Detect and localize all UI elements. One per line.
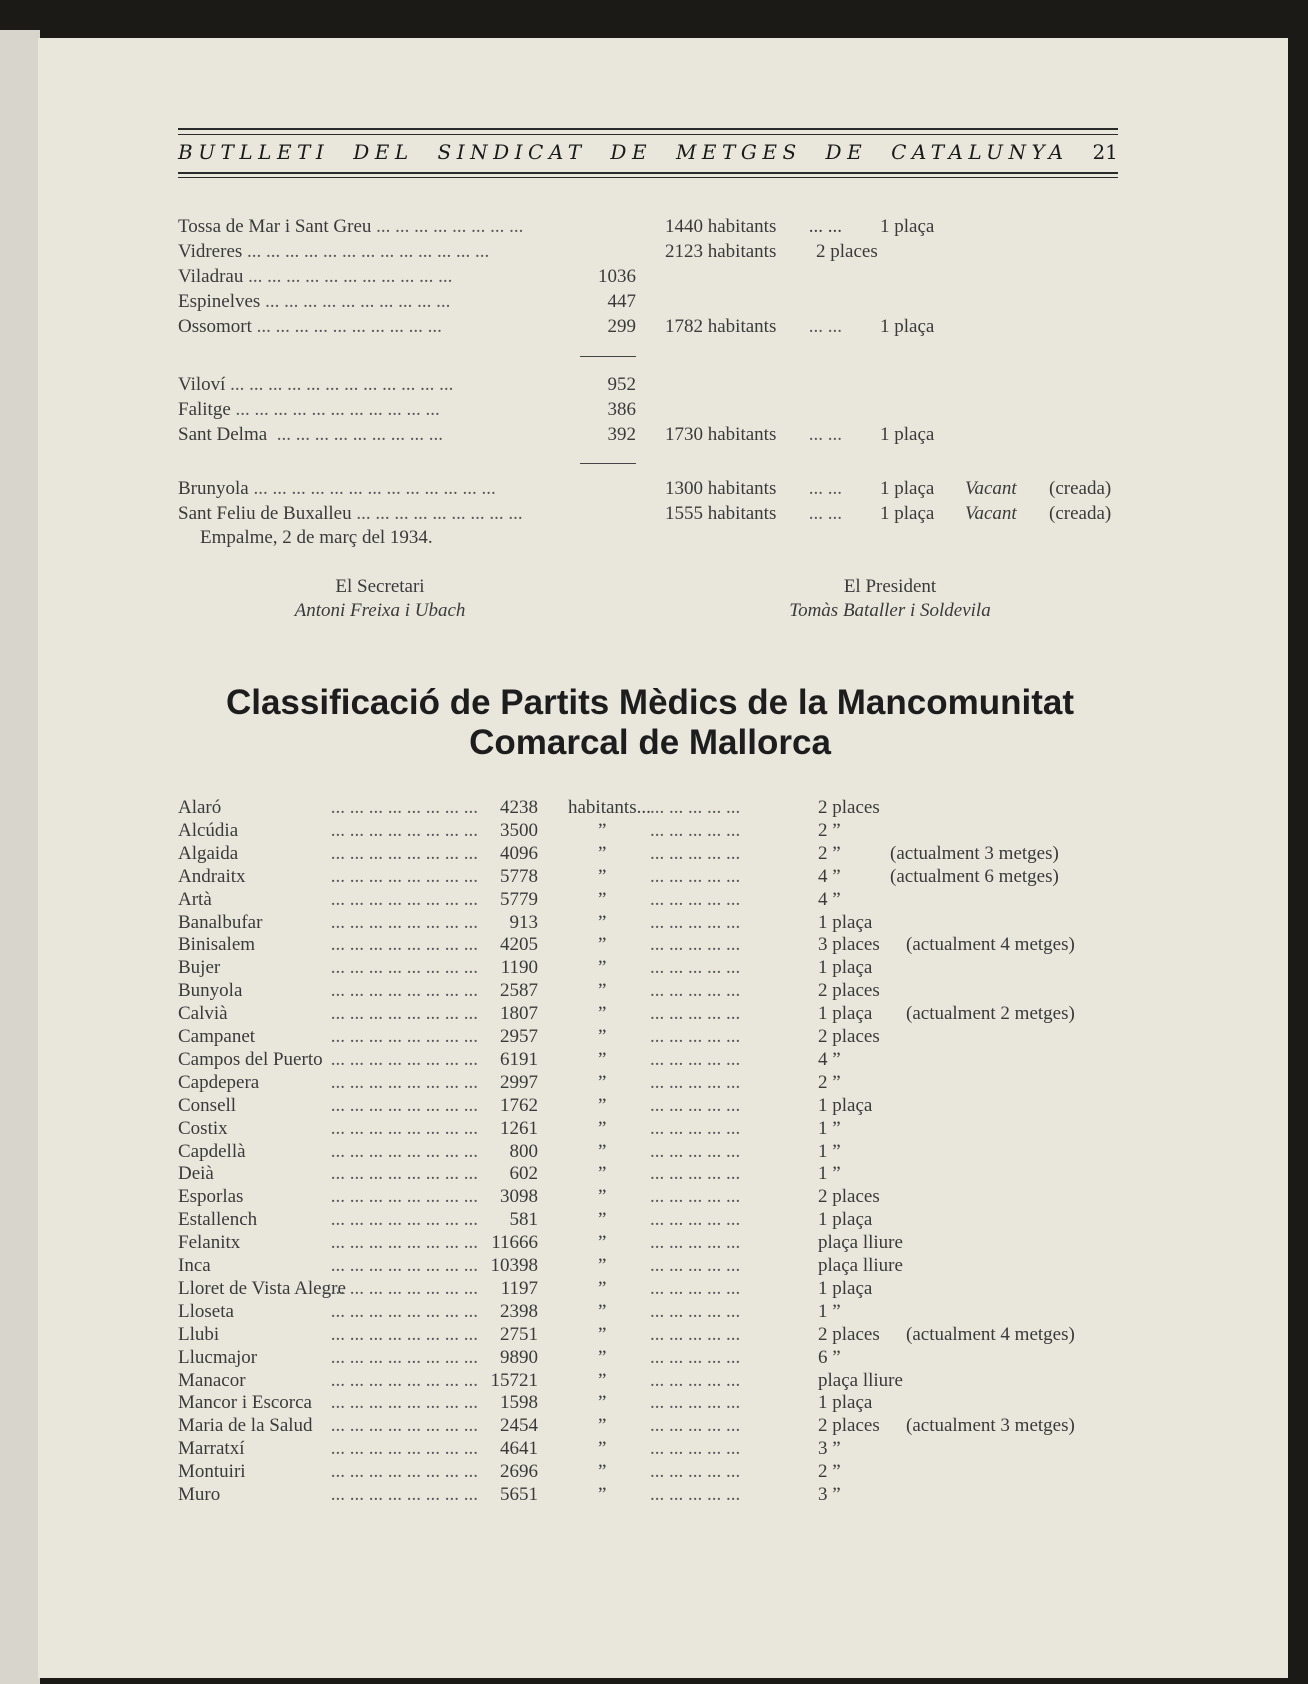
header-word: METGES bbox=[675, 140, 802, 164]
ditto-mark: ” bbox=[598, 980, 607, 1002]
places-value: 2 ” bbox=[818, 1071, 841, 1093]
dot-leader: ... ... ... ... ... ... ... ... bbox=[326, 1300, 478, 1322]
dot-leader: ... ... ... ... ... ... ... ... bbox=[326, 1438, 478, 1460]
population-label: 1730 habitants bbox=[665, 424, 777, 445]
places-value: 2 ” bbox=[818, 842, 841, 864]
dot-leader: ... ... ... ... ... bbox=[650, 1048, 741, 1070]
dot-leader: ... ... ... ... ... bbox=[650, 1415, 741, 1437]
dot-leader: ... ... ... ... ... ... ... ... bbox=[326, 1163, 478, 1185]
places-value: plaça lliure bbox=[818, 1255, 903, 1276]
dot-leader: ... ... ... ... ... bbox=[650, 1209, 741, 1231]
ditto-mark: ” bbox=[598, 1026, 607, 1047]
places-value: 1 ” bbox=[818, 1163, 841, 1185]
dot-leader: ... ... ... ... ... bbox=[650, 1094, 741, 1116]
dot-leader: ... ... ... ... ... bbox=[650, 1300, 741, 1322]
municipality-name: Falitge bbox=[178, 399, 231, 420]
adjacent-page-edge bbox=[0, 30, 40, 1684]
population-value: 1190 bbox=[500, 957, 538, 979]
places-value: 1 plaça bbox=[818, 1392, 873, 1414]
note-label: (creada) bbox=[1049, 503, 1112, 524]
population-value: 2751 bbox=[500, 1323, 538, 1345]
municipality-name: Muro bbox=[178, 1484, 221, 1505]
dot-leader: ... ... ... ... ... bbox=[650, 980, 741, 1002]
municipality-name: Maria de la Salud bbox=[178, 1415, 313, 1437]
place-count: 1 plaça bbox=[880, 424, 935, 445]
municipality-name: Estallench bbox=[178, 1209, 258, 1231]
table-row bbox=[178, 1461, 1138, 1484]
places-value: 1 plaça bbox=[818, 957, 873, 979]
population-value: 6191 bbox=[500, 1048, 538, 1070]
places-value: 2 places bbox=[818, 797, 880, 818]
table-row bbox=[178, 1255, 1138, 1278]
header-rule-top bbox=[178, 128, 1118, 130]
places-value: 2 places bbox=[818, 1026, 880, 1047]
population-value: 3500 bbox=[500, 819, 538, 841]
places-value: 1 plaça bbox=[818, 1094, 873, 1116]
dot-leader: ... ... ... ... ... ... ... ... bbox=[326, 819, 478, 841]
places-value: 2 places bbox=[818, 980, 880, 1002]
population-value: 299 bbox=[607, 316, 636, 337]
place-count: 2 places bbox=[816, 241, 878, 262]
municipality-name: Campanet bbox=[178, 1026, 256, 1047]
dot-leader: ... ... ... ... ... ... ... ... bbox=[326, 1369, 478, 1391]
municipality-name: Algaida bbox=[178, 842, 239, 864]
dot-leader: ... ... ... ... ... ... ... ... bbox=[326, 1277, 478, 1299]
dot-leader: ... ... ... ... ... ... ... ... bbox=[326, 1209, 478, 1231]
dot-leader: ... ... ... ... ... bbox=[650, 1003, 741, 1025]
table-row bbox=[178, 934, 1138, 957]
header-word: DE bbox=[825, 140, 868, 164]
sum-separator bbox=[580, 463, 636, 464]
population-value: 4238 bbox=[500, 797, 538, 818]
dot-leader: ... ... ... ... ... bbox=[650, 1163, 741, 1185]
population-value: 10398 bbox=[490, 1255, 538, 1276]
ditto-mark: ” bbox=[598, 1392, 607, 1414]
population-value: 5651 bbox=[500, 1484, 538, 1505]
dot-leader: ... ... ... ... ... bbox=[650, 957, 741, 979]
list-item: Viloví ... ... ... ... ... ... ... ... ... ... ... ... bbox=[178, 374, 454, 395]
dot-leader: ... ... ... ... ... ... ... ... bbox=[326, 1323, 478, 1345]
municipality-name: Capdepera bbox=[178, 1071, 260, 1093]
list-item: Tossa de Mar i Sant Greu ... ... ... ... ... ... ... ... bbox=[178, 216, 524, 237]
municipality-name: Campos del Puerto bbox=[178, 1048, 323, 1070]
places-value: 1 plaça bbox=[818, 1277, 873, 1299]
dot-leader: ... ... ... ... ... ... ... ... bbox=[326, 1003, 478, 1025]
population-label: 2123 habitants bbox=[665, 241, 777, 262]
dot-leader: ... ... ... ... ... ... ... ... bbox=[326, 1255, 478, 1276]
places-value: 2 places bbox=[818, 1186, 880, 1208]
municipality-name: Costix bbox=[178, 1117, 228, 1139]
table-row bbox=[178, 820, 1138, 843]
municipality-name: Tossa de Mar i Sant Greu bbox=[178, 216, 372, 237]
municipality-name: Capdellà bbox=[178, 1140, 246, 1162]
ditto-mark: ” bbox=[598, 934, 607, 956]
dot-leader: ... ... ... ... ... ... ... ... bbox=[326, 865, 478, 887]
municipality-name: Marratxí bbox=[178, 1438, 245, 1460]
municipality-name: Viladrau bbox=[178, 266, 244, 287]
places-value: 4 ” bbox=[818, 865, 841, 887]
population-value: 4641 bbox=[500, 1438, 538, 1460]
population-value: 2957 bbox=[500, 1026, 538, 1047]
table-row bbox=[178, 1163, 1138, 1186]
places-value: 2 ” bbox=[818, 1461, 841, 1483]
municipality-name: Viloví bbox=[178, 374, 226, 395]
list-item: Viladrau ... ... ... ... ... ... ... ... ... ... ... bbox=[178, 266, 453, 287]
municipality-name: Calvià bbox=[178, 1003, 228, 1025]
list-item: Vidreres ... ... ... ... ... ... ... ... ... ... ... ... ... bbox=[178, 241, 490, 262]
header-word: CATALUNYA bbox=[891, 140, 1069, 164]
municipality-name: Lloret de Vista Alegre bbox=[178, 1277, 346, 1299]
section-title: Classificació de Partits Mèdics de la Mancomunitat bbox=[225, 683, 1075, 722]
places-value: 1 ” bbox=[818, 1117, 841, 1139]
population-value: 581 bbox=[509, 1209, 538, 1231]
municipality-name: Deià bbox=[178, 1163, 214, 1185]
dot-leader: ... ... ... ... ... bbox=[650, 1277, 741, 1299]
list-item: Ossomort ... ... ... ... ... ... ... ... ... ... bbox=[178, 316, 442, 337]
table-row bbox=[178, 889, 1138, 912]
dot-leader: ... ... ... ... ... bbox=[650, 1140, 741, 1162]
municipality-name: Espinelves bbox=[178, 291, 261, 312]
municipality-name: Andraitx bbox=[178, 865, 246, 887]
table-row bbox=[178, 1141, 1138, 1164]
population-value: 386 bbox=[607, 399, 636, 420]
population-label: 1555 habitants bbox=[665, 503, 777, 524]
population-value: 11666 bbox=[491, 1232, 538, 1254]
municipality-name: Felanitx bbox=[178, 1232, 241, 1254]
ditto-mark: ” bbox=[598, 1369, 607, 1391]
dot-leader: ... ... ... ... ... bbox=[650, 842, 741, 864]
ditto-mark: ” bbox=[598, 1438, 607, 1460]
date-line: Empalme, 2 de març del 1934. bbox=[200, 527, 433, 548]
population-value: 1807 bbox=[500, 1003, 538, 1025]
population-value: 1036 bbox=[598, 266, 636, 287]
table-row bbox=[178, 866, 1138, 889]
population-value: 800 bbox=[509, 1140, 538, 1162]
dot-leader: ... ... ... ... ... bbox=[650, 1461, 741, 1483]
ditto-mark: ” bbox=[598, 1232, 607, 1254]
dot-leader: ... ... ... ... ... ... ... ... bbox=[326, 957, 478, 979]
table-row bbox=[178, 1438, 1138, 1461]
places-value: 1 plaça bbox=[818, 1209, 873, 1231]
ditto-mark: ” bbox=[598, 1117, 607, 1139]
dot-leader: ... ... ... ... ... bbox=[650, 1026, 741, 1047]
places-value: 1 plaça bbox=[818, 1003, 873, 1025]
ditto-mark: ” bbox=[598, 1255, 607, 1276]
president-name: Tomàs Bataller i Soldevila bbox=[789, 600, 991, 621]
dot-leader: ... ... ... ... ... ... ... ... bbox=[326, 1186, 478, 1208]
status-label: Vacant bbox=[965, 503, 1017, 524]
municipality-name: Alcúdia bbox=[178, 819, 239, 841]
municipality-name: Artà bbox=[178, 888, 212, 910]
population-value: 5779 bbox=[500, 888, 538, 910]
dot-leader: ... ... ... ... ... bbox=[650, 865, 741, 887]
ditto-mark: ” bbox=[598, 1461, 607, 1483]
places-value: 3 places bbox=[818, 934, 880, 956]
ditto-mark: ” bbox=[598, 1346, 607, 1368]
population-value: 2997 bbox=[500, 1071, 538, 1093]
dot-leader: ... ... ... ... ... ... ... ... bbox=[326, 1415, 478, 1437]
page-number: 21 bbox=[1092, 140, 1118, 164]
population-value: 2454 bbox=[500, 1415, 538, 1437]
secretary-name bbox=[240, 600, 520, 622]
ditto-mark: ” bbox=[598, 1415, 607, 1437]
municipality-name: Esporlas bbox=[178, 1186, 244, 1208]
population-value: 1762 bbox=[500, 1094, 538, 1116]
place-count: 1 plaça bbox=[880, 316, 935, 337]
place-count: 1 plaça bbox=[880, 478, 935, 499]
places-value: plaça lliure bbox=[818, 1369, 903, 1391]
dot-leader: ... ... bbox=[804, 503, 842, 524]
dot-leader: ... ... ... ... ... ... ... ... bbox=[326, 980, 478, 1002]
places-value: 1 plaça bbox=[818, 911, 873, 933]
dot-leader: ... ... ... ... ... ... ... ... bbox=[326, 1094, 478, 1116]
population-value: 4096 bbox=[500, 842, 538, 864]
table-row bbox=[178, 1095, 1138, 1118]
list-item: Falitge ... ... ... ... ... ... ... ... ... ... ... bbox=[178, 399, 440, 420]
dot-leader: ... ... ... ... ... bbox=[650, 1438, 741, 1460]
dot-leader: ... ... bbox=[804, 316, 842, 337]
table-row bbox=[178, 1278, 1138, 1301]
president-title: El President bbox=[843, 576, 937, 597]
population-value: 2587 bbox=[500, 980, 538, 1002]
ditto-mark: ” bbox=[598, 1277, 607, 1299]
municipality-name: Llubi bbox=[178, 1323, 220, 1345]
ditto-mark: ” bbox=[598, 865, 607, 887]
dot-leader: ... ... ... ... ... ... ... ... bbox=[326, 1461, 478, 1483]
municipality-name: Alaró bbox=[178, 797, 222, 818]
note-value: (actualment 2 metges) bbox=[906, 1003, 1075, 1025]
dot-leader: ... ... ... ... ... ... ... ... bbox=[326, 1232, 478, 1254]
dot-leader: ... ... ... ... ... bbox=[650, 1186, 741, 1208]
table-row bbox=[178, 1049, 1138, 1072]
municipality-name: Bujer bbox=[178, 957, 221, 979]
ditto-mark: ” bbox=[598, 1163, 607, 1185]
ditto-mark: ” bbox=[598, 1048, 607, 1070]
dot-leader: ... ... ... ... ... ... ... ... bbox=[326, 797, 478, 818]
list-item: Sant Feliu de Buxalleu ... ... ... ... ... ... ... ... ... bbox=[178, 503, 523, 524]
note-label: (creada) bbox=[1049, 478, 1112, 499]
ditto-mark: ” bbox=[598, 1094, 607, 1116]
municipality-name: Manacor bbox=[178, 1369, 246, 1391]
municipality-name: Montuiri bbox=[178, 1461, 246, 1483]
dot-leader: ... ... ... ... ... bbox=[650, 911, 741, 933]
dot-leader: ... ... ... ... ... bbox=[650, 797, 741, 818]
dot-leader: ... ... ... ... ... ... ... ... bbox=[326, 888, 478, 910]
status-label: Vacant bbox=[965, 478, 1017, 499]
places-value: 4 ” bbox=[818, 888, 841, 910]
municipality-name: Binisalem bbox=[178, 934, 256, 956]
population-value: 952 bbox=[607, 374, 636, 395]
ditto-mark: ” bbox=[598, 1484, 607, 1505]
list-item: Sant Delma ... ... ... ... ... ... ... ... ... bbox=[178, 424, 443, 445]
population-label: 1300 habitants bbox=[665, 478, 777, 499]
population-label: 1782 habitants bbox=[665, 316, 777, 337]
dot-leader: ... ... ... ... ... bbox=[650, 1071, 741, 1093]
ditto-mark: ” bbox=[598, 819, 607, 841]
places-value: 1 ” bbox=[818, 1300, 841, 1322]
sum-separator bbox=[580, 356, 636, 357]
header-rule-top-thin bbox=[178, 134, 1118, 135]
dot-leader: ... ... ... ... ... bbox=[650, 934, 741, 956]
dot-leader: ... ... ... ... ... bbox=[650, 819, 741, 841]
dot-leader: ... ... ... ... ... ... ... ... bbox=[326, 842, 478, 864]
municipality-name: Ossomort bbox=[178, 316, 252, 337]
places-value: 4 ” bbox=[818, 1048, 841, 1070]
place-count: 1 plaça bbox=[880, 503, 935, 524]
places-value: 3 ” bbox=[818, 1484, 841, 1505]
ditto-mark: ” bbox=[598, 1003, 607, 1025]
table-row bbox=[178, 1209, 1138, 1232]
dot-leader: ... ... bbox=[804, 216, 842, 237]
dot-leader: ... ... ... ... ... ... ... ... bbox=[326, 1026, 478, 1047]
places-value: 2 ” bbox=[818, 819, 841, 841]
table-row bbox=[178, 1072, 1138, 1095]
ditto-mark: ” bbox=[598, 1209, 607, 1231]
note-value: (actualment 3 metges) bbox=[906, 1415, 1075, 1437]
place-count: 1 plaça bbox=[880, 216, 935, 237]
ditto-mark: ” bbox=[598, 1140, 607, 1162]
municipality-name: Inca bbox=[178, 1255, 211, 1276]
municipality-name: Brunyola bbox=[178, 478, 249, 499]
places-value: 6 ” bbox=[818, 1346, 841, 1368]
municipality-name: Llucmajor bbox=[178, 1346, 258, 1368]
population-value: 602 bbox=[509, 1163, 538, 1185]
places-value: 2 places bbox=[818, 1415, 880, 1437]
dot-leader: ... ... ... ... ... bbox=[650, 1369, 741, 1391]
note-value: (actualment 4 metges) bbox=[906, 934, 1075, 956]
municipality-name: Sant Delma bbox=[178, 424, 268, 445]
ditto-mark: ” bbox=[598, 1300, 607, 1322]
population-value: 1197 bbox=[500, 1277, 538, 1299]
dot-leader: ... ... ... ... ... bbox=[650, 1255, 741, 1276]
secretary-title: El Secretari bbox=[335, 576, 425, 597]
places-value: 2 places bbox=[818, 1323, 880, 1345]
dot-leader: ... ... ... ... ... ... ... ... bbox=[326, 1484, 478, 1505]
table-row bbox=[178, 957, 1138, 980]
places-value: 1 ” bbox=[818, 1140, 841, 1162]
dot-leader: ... ... ... ... ... ... ... ... bbox=[326, 1140, 478, 1162]
population-value: 447 bbox=[607, 291, 636, 312]
table-row bbox=[178, 1347, 1138, 1370]
dot-leader: ... ... ... ... ... bbox=[650, 1323, 741, 1345]
table-row bbox=[178, 980, 1138, 1003]
population-value: 4205 bbox=[500, 934, 538, 956]
header-word: BUTLLETI bbox=[178, 140, 330, 164]
table-row bbox=[178, 1370, 1138, 1393]
table-row bbox=[178, 1415, 1138, 1438]
secretary-name-text: Antoni Freixa i Ubach bbox=[294, 600, 466, 621]
dot-leader: ... ... ... ... ... ... ... ... bbox=[326, 1346, 478, 1368]
population-value: 9890 bbox=[500, 1346, 538, 1368]
population-value: 2696 bbox=[500, 1461, 538, 1483]
ditto-mark: ” bbox=[598, 842, 607, 864]
dot-leader: ... ... ... ... ... bbox=[650, 1232, 741, 1254]
note-value: (actualment 4 metges) bbox=[906, 1323, 1075, 1345]
dot-leader: ... ... ... ... ... bbox=[650, 1392, 741, 1414]
table-row bbox=[178, 797, 1138, 820]
ditto-mark: ” bbox=[598, 888, 607, 910]
ditto-mark: ” bbox=[598, 957, 607, 979]
dot-leader: ... ... ... ... ... ... ... ... bbox=[326, 911, 478, 933]
municipality-name: Consell bbox=[178, 1094, 237, 1116]
table-row bbox=[178, 1301, 1138, 1324]
dot-leader: ... ... ... ... ... bbox=[650, 1117, 741, 1139]
municipality-name: Banalbufar bbox=[178, 911, 263, 933]
note-value: (actualment 3 metges) bbox=[890, 842, 1059, 864]
dot-leader: ... ... ... ... ... bbox=[650, 1346, 741, 1368]
population-value: 2398 bbox=[500, 1300, 538, 1322]
section-title-line2: Comarcal de Mallorca bbox=[469, 723, 831, 762]
header-word: SINDICAT bbox=[437, 140, 587, 164]
header-word: DEL bbox=[353, 140, 414, 164]
population-value: 5778 bbox=[500, 865, 538, 887]
ditto-mark: ” bbox=[598, 1323, 607, 1345]
table-row bbox=[178, 1026, 1138, 1049]
places-value: 3 ” bbox=[818, 1438, 841, 1460]
table-row bbox=[178, 1392, 1138, 1415]
header-word: DE bbox=[610, 140, 653, 164]
dot-leader: ... ... ... ... ... ... ... ... bbox=[326, 1392, 478, 1414]
dot-leader: ... ... ... ... ... ... ... ... bbox=[326, 934, 478, 956]
table-row bbox=[178, 1232, 1138, 1255]
municipality-name: Bunyola bbox=[178, 980, 243, 1002]
list-item: Brunyola ... ... ... ... ... ... ... ... ... ... ... ... ... bbox=[178, 478, 496, 499]
table-row bbox=[178, 1324, 1138, 1347]
header-rule-bottom bbox=[178, 172, 1118, 174]
population-value: 1598 bbox=[500, 1392, 538, 1414]
dot-leader: ... ... ... ... ... bbox=[650, 1484, 741, 1505]
dot-leader: ... ... bbox=[804, 478, 842, 499]
ditto-mark: ” bbox=[598, 1071, 607, 1093]
population-value: 3098 bbox=[500, 1186, 538, 1208]
note-value: (actualment 6 metges) bbox=[890, 865, 1059, 887]
ditto-mark: ” bbox=[598, 1186, 607, 1208]
population-value: 913 bbox=[509, 911, 538, 933]
municipality-name: Sant Feliu de Buxalleu bbox=[178, 503, 352, 524]
running-header bbox=[178, 140, 1118, 170]
dot-leader: ... ... ... ... ... bbox=[650, 888, 741, 910]
table-row bbox=[178, 1484, 1138, 1507]
dot-leader: ... ... ... ... ... ... ... ... bbox=[326, 1071, 478, 1093]
municipality-name: Vidreres bbox=[178, 241, 243, 262]
municipality-name: Mancor i Escorca bbox=[178, 1392, 312, 1414]
population-value: 392 bbox=[607, 424, 636, 445]
population-value: 15721 bbox=[490, 1369, 538, 1391]
table-row bbox=[178, 1186, 1138, 1209]
population-label: 1440 habitants bbox=[665, 216, 777, 237]
habitants-label: habitants... bbox=[568, 797, 651, 818]
list-item: Espinelves ... ... ... ... ... ... ... ... ... ... bbox=[178, 291, 451, 312]
dot-leader: ... ... ... ... ... ... ... ... bbox=[326, 1048, 478, 1070]
places-value: plaça lliure bbox=[818, 1232, 903, 1254]
table-row bbox=[178, 1003, 1138, 1026]
ditto-mark: ” bbox=[598, 911, 607, 933]
table-row bbox=[178, 1118, 1138, 1141]
header-rule-bottom-thin bbox=[178, 177, 1118, 178]
dot-leader: ... ... ... ... ... ... ... ... bbox=[326, 1117, 478, 1139]
table-row bbox=[178, 912, 1138, 935]
table-row bbox=[178, 843, 1138, 866]
population-value: 1261 bbox=[500, 1117, 538, 1139]
dot-leader: ... ... bbox=[804, 424, 842, 445]
municipality-name: Lloseta bbox=[178, 1300, 234, 1322]
